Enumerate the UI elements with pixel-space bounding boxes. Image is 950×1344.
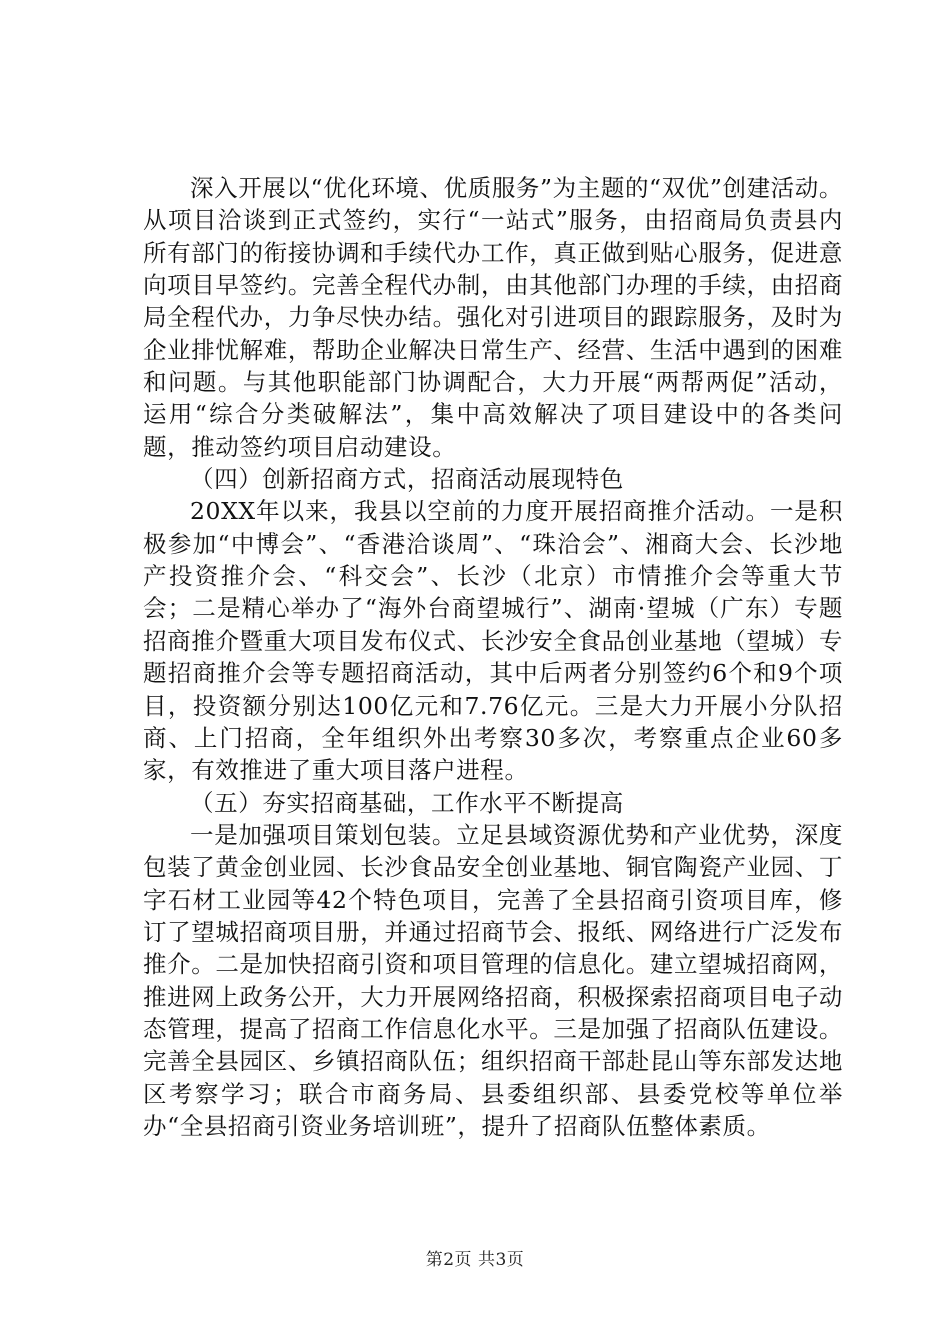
page-footer: 第2页 共3页 <box>425 1250 525 1270</box>
paragraph-promotion-activities: 20XX年以来，我县以空前的力度开展招商推介活动。一是积极参加“中博会”、“香港洽谈周”、“珠洽会”、湘商大会、长沙地产投资推介会、“科交会”、长沙（北京）市情推介会等重大节会；二是精心举办了“海外台商望城行”、湖南·望城（广东）专题招商推介暨重大项目发布仪式、长沙安全食品创业基地（望城）专题招商推介会等专题招商活动，其中后两者分别签约6个和9个项目，投资额分别达100亿元和7.76亿元。三是大力开展小分队招商、上门招商，全年组织外出考察30多次，考察重点企业60多家，有效推进了重大项目落户进程。 <box>143 497 843 785</box>
section-heading-5: （五）夯实招商基础，工作水平不断提高 <box>190 788 624 817</box>
paragraph-foundation-work: 一是加强项目策划包装。立足县域资源优势和产业优势，深度包装了黄金创业园、长沙食品安全创业基地、铜官陶瓷产业园、丁字石材工业园等42个特色项目，完善了全县招商引资项目库，修订了望城招商项目册，并通过招商节会、报纸、网络进行广泛发布推介。二是加快招商引资和项目管理的信息化。建立望城招商网，推进网上政务公开，大力开展网络招商，积极探索招商项目电子动态管理，提高了招商工作信息化水平。三是加强了招商队伍建设。完善全县园区、乡镇招商队伍；组织招商干部赴昆山等东部发达地区考察学习；联合市商务局、县委组织部、县委党校等单位举办“全县招商引资业务培训班”，提升了招商队伍整体素质。 <box>143 820 843 1140</box>
section-heading-4: （四）创新招商方式，招商活动展现特色 <box>190 465 624 494</box>
document-body <box>143 172 843 1142</box>
paragraph-service-activity: 深入开展以“优化环境、优质服务”为主题的“双优”创建活动。从项目洽谈到正式签约，实行“一站式”服务，由招商局负责县内所有部门的衔接协调和手续代办工作，真正做到贴心服务，促进意向项目早签约。完善全程代办制，由其他部门办理的手续，由招商局全程代办，力争尽快办结。强化对引进项目的跟踪服务，及时为企业排忧解难，帮助企业解决日常生产、经营、生活中遇到的困难和问题。与其他职能部门协调配合，大力开展“两帮两促”活动，运用“综合分类破解法”，集中高效解决了项目建设中的各类问题，推动签约项目启动建设。 <box>143 174 843 461</box>
